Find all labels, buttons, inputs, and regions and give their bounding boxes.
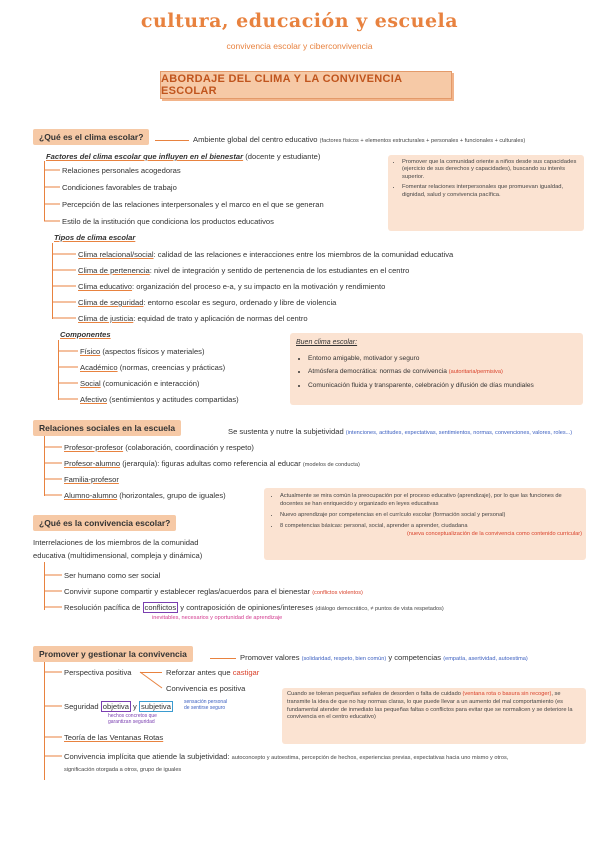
factores-branch — [44, 161, 45, 221]
factor-item: Relaciones personales acogedoras — [62, 166, 181, 175]
factores-note-box — [388, 155, 584, 231]
buen-clima-box — [290, 333, 583, 405]
conflictos-note: inevitables, necesarios y oportunidad de aprendizaje — [152, 615, 283, 621]
objetiva-note: hechos concretos que garantizan seguridad — [108, 713, 157, 725]
componente-item: Académico (normas, creencias y prácticas) — [80, 363, 226, 372]
convivencia-item: Convivir supone compartir y establecer reglas/acuerdos para el bienestar (conflictos violentos) — [64, 587, 363, 596]
convivencia-branch — [44, 562, 45, 610]
buen-clima-item: • Atmósfera democrática: normas de convivencia (autoritaria/permisiva) — [308, 365, 577, 379]
tipo-item: Clima de seguridad: entorno escolar es seguro, ordenado y libre de violencia — [78, 298, 337, 307]
convivencia-def: educativa (multidimensional, compleja y dinámica) — [33, 551, 203, 560]
note-item: • Promover que la comunidad oriente a niños desde sus capacidades (ejercicio de sus derechos y capacidades), buscando su interés superior. — [402, 159, 582, 181]
note-item: • Fomentar relaciones interpersonales que promuevan igualdad, dignidad, salud y convivencia pacífica. — [402, 184, 582, 199]
ventanas-rotas-box: Cuando se toleran pequeñas señales de desorden o falta de cuidado (ventana rota o basura sin recoger), se transmite la idea de que no hay normas claras, lo que puede llevar a un aumento del mal comportamiento (es fundamental atender de inmediato las pequeñas faltas o conflictos para evitar que se normalicen y se deteriore la convivencia en el centro educativo) — [282, 688, 586, 744]
componente-item: Físico (aspectos físicos y materiales) — [80, 347, 205, 356]
promover-arrow — [210, 658, 236, 659]
componentes-branch — [58, 340, 59, 400]
seguridad-item: Seguridad objetiva y subjetiva — [64, 702, 171, 711]
componente-item: Afectivo (sentimientos y actitudes compartidas) — [80, 395, 239, 404]
relacion-item: Alumno-alumno (horizontales, grupo de iguales) — [64, 491, 226, 500]
factor-item: Percepción de las relaciones interpersonales y el marco en el que se generan — [62, 200, 324, 209]
promover-branch — [44, 662, 45, 780]
factores-title: Factores del clima escolar que influyen en el bienestar (docente y estudiante) — [46, 152, 321, 161]
tipos-branch — [52, 243, 53, 319]
convivencia-heading: ¿Qué es la convivencia escolar? — [33, 515, 176, 531]
tipo-item: Clima relacional/social: calidad de las relaciones e interacciones entre los miembros de la comunidad educativa — [78, 250, 454, 259]
sustenta-text: Se sustenta y nutre la subjetividad (intenciones, actitudes, expectativas, sentimientos, normas, convenciones, valores, roles...) — [228, 427, 573, 436]
componentes-title: Componentes — [60, 330, 111, 339]
promover-valores: Promover valores (solidaridad, respeto, bien común) y competencias (empatía, asertividad, autoestima) — [240, 653, 528, 662]
convivencia-positiva: Convivencia es positiva — [166, 684, 246, 693]
tipo-item: Clima educativo: organización del proceso e-a, y su impacto en la motivación y rendimiento — [78, 282, 386, 291]
promover-heading: Promover y gestionar la convivencia — [33, 646, 193, 662]
note-item: • Actualmente se mira común la preocupación por el proceso educativo (aprendizaje), por lo que las funciones de docentes se han enriquecido y organizado en leyes educativas — [280, 492, 582, 508]
tipos-title: Tipos de clima escolar — [54, 233, 136, 242]
convivencia-def: Interrelaciones de los miembros de la comunidad — [33, 538, 199, 547]
definition-arrow — [155, 140, 189, 141]
clima-definition: Ambiente global del centro educativo (factores físicos + elementos estructurales + personales + funcionales + culturales) — [193, 135, 526, 144]
tipo-item: Clima de justicia: equidad de trato y aplicación de normas del centro — [78, 314, 308, 323]
buen-clima-title: Buen clima escolar: — [296, 339, 358, 346]
note-item: • Nuevo aprendizaje por competencias en el currículo escolar (formación social y personal) — [280, 511, 582, 519]
page-subtitle: convivencia escolar y ciberconvivencia — [226, 41, 373, 51]
factor-item: Estilo de la institución que condiciona los productos educativos — [62, 217, 274, 226]
implicita-note: significación otorgada a otros, grupo de iguales — [64, 767, 182, 773]
factor-item: Condiciones favorables de trabajo — [62, 183, 177, 192]
page-title: cultura, educación y escuela — [140, 10, 459, 32]
buen-clima-item: • Comunicación fluida y transparente, celebración y difusión de días mundiales — [308, 379, 577, 392]
teoria-item: Teoría de las Ventanas Rotas — [64, 733, 164, 742]
relacion-item: Profesor-profesor (colaboración, coordinación y respeto) — [64, 443, 254, 452]
note-item: • 8 competencias básicas: personal, social, aprender a aprender, ciudadana — [280, 522, 582, 530]
perspectiva-arrow — [140, 672, 162, 673]
componente-item: Social (comunicación e interacción) — [80, 379, 200, 388]
relaciones-heading: Relaciones sociales en la escuela — [33, 420, 181, 436]
reforzar-item: Reforzar antes que castigar — [166, 668, 260, 677]
note-footer: (nueva conceptualización de la convivencia como contenido curricular) — [406, 531, 582, 537]
buen-clima-item: • Entorno amigable, motivador y seguro — [308, 352, 577, 365]
relacion-item: Familia-profesor — [64, 475, 119, 484]
clima-heading: ¿Qué es el clima escolar? — [33, 129, 149, 145]
convivencia-item: Ser humano como ser social — [64, 571, 161, 580]
convivencia-item: Resolución pacífica de conflictos y contraposición de opiniones/intereses (diálogo democrático, ≠ puntos de vista respetados) — [64, 603, 444, 612]
section-banner: ABORDAJE DEL CLIMA Y LA CONVIVENCIA ESCOLAR — [160, 71, 452, 99]
implicita-item: Convivencia implícita que atiende la subjetividad: autoconcepto y autoestima, percepción de hechos, experiencias previas, expectativas hacia uno mismo y otros, — [64, 752, 509, 761]
perspectiva-item: Perspectiva positiva — [64, 668, 132, 677]
conflictos-highlight: conflictos — [144, 603, 177, 612]
relaciones-note-box — [264, 488, 586, 560]
relacion-item: Profesor-alumno (jerarquía): figuras adultas como referencia al educar (modelos de conducta) — [64, 459, 360, 468]
subjetiva-note: sensación personal de sentirse seguro — [184, 699, 228, 711]
tipo-item: Clima de pertenencia: nivel de integración y sentido de pertenencia de los estudiantes en el centro — [78, 266, 410, 275]
relaciones-branch — [44, 436, 45, 496]
